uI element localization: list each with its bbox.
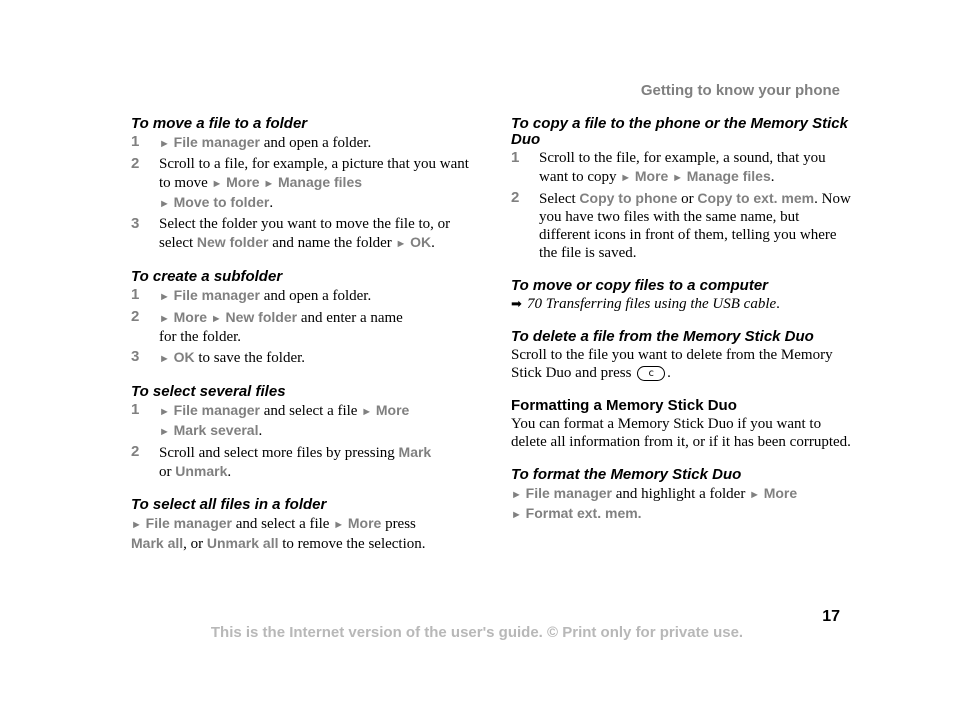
plain-text: and enter a name for the folder. (159, 310, 403, 345)
step (131, 348, 476, 368)
step-number: 2 (511, 189, 520, 206)
menu-item: More (375, 402, 410, 418)
arrow-icon: ► (395, 238, 407, 250)
step-number: 1 (131, 133, 140, 150)
plain-text: . (667, 365, 671, 381)
section-formatting (511, 398, 851, 451)
step-number: 2 (131, 155, 140, 172)
step (511, 189, 851, 262)
plain-text: Scroll to the file you want to delete from the Memory Stick Duo and press (511, 347, 833, 381)
step-number: 2 (131, 308, 140, 325)
section-title: To select several files (131, 383, 286, 400)
menu-item: Mark all (131, 535, 184, 551)
arrow-icon: ► (511, 489, 522, 501)
menu-item: More (347, 515, 382, 531)
plain-text: to save the folder. (198, 350, 306, 366)
arrow-icon: ► (131, 519, 142, 531)
arrow-icon: ► (511, 509, 522, 521)
menu-item: Mark several (173, 422, 259, 438)
section-text (511, 346, 851, 382)
arrow-icon: ► (210, 313, 222, 325)
menu-item: File manager (173, 287, 261, 303)
section-text (131, 514, 476, 553)
section-title: To create a subfolder (131, 268, 283, 285)
section-title: To move or copy files to a computer (511, 277, 768, 294)
section-create-subfolder (131, 269, 476, 368)
plain-text: Scroll to the file, for example, a sound, that you want to copy (539, 150, 826, 185)
step (131, 133, 476, 153)
section-text (511, 295, 851, 313)
section-computer (511, 278, 851, 313)
plain-text: Select the folder you want to move the file to, or select (159, 216, 451, 251)
c-key-icon: c (637, 366, 665, 381)
arrow-icon: ► (159, 291, 170, 303)
step-text (159, 308, 476, 346)
plain-text: and open a folder. (263, 135, 372, 151)
section-title: To move a file to a folder (131, 115, 308, 132)
arrow-icon: ► (159, 198, 170, 210)
arrow-icon: ► (159, 426, 170, 438)
arrow-icon: ► (263, 178, 275, 190)
section-title: To delete a file from the Memory Stick Duo (511, 328, 814, 345)
menu-item: Manage files (277, 174, 363, 190)
menu-item: More (763, 485, 798, 501)
menu-item: Move to folder (173, 194, 270, 210)
menu-item: Format ext. mem. (525, 505, 642, 521)
menu-item: File manager (145, 515, 233, 531)
plain-text: and name the folder (272, 235, 392, 251)
plain-text: . (227, 464, 232, 480)
menu-item: More (226, 174, 260, 190)
menu-item: Copy to phone (579, 190, 678, 206)
plain-text: . (431, 235, 435, 251)
step-text (159, 215, 476, 253)
step-number: 1 (131, 401, 140, 418)
plain-text: . Now you have two files with the same name, but different icons in front of them, telling you where the file is saved. (539, 191, 851, 261)
section-copy-file (511, 116, 851, 262)
section-move-file (131, 116, 476, 253)
section-select-all (131, 497, 476, 553)
reference-link[interactable]: 70 Transferring files using the USB cable (527, 296, 777, 312)
step-number: 1 (511, 149, 520, 166)
arrow-icon: ► (333, 519, 345, 531)
step (131, 308, 476, 346)
section-title: To select all files in a folder (131, 496, 327, 513)
step (131, 215, 476, 253)
plain-text: and select a file (235, 516, 330, 532)
step (131, 401, 476, 441)
step (131, 443, 476, 481)
menu-item: OK (410, 234, 432, 250)
menu-item: OK (173, 349, 195, 365)
arrow-icon: ► (159, 313, 170, 325)
step-text (159, 286, 476, 306)
step-text (159, 443, 476, 481)
left-column (131, 116, 476, 569)
footer-notice: This is the Internet version of the user's guide. © Print only for private use. (210, 624, 744, 641)
menu-item: Copy to ext. mem (697, 190, 815, 206)
reference-arrow-icon: ➡ (511, 296, 522, 311)
page-number: 17 (822, 608, 840, 625)
section-text (511, 484, 851, 524)
step-text (539, 149, 851, 187)
arrow-icon: ► (620, 172, 632, 184)
section-select-several (131, 384, 476, 481)
menu-item: Manage files (686, 168, 771, 184)
plain-text: . (269, 195, 274, 211)
plain-text: . (776, 296, 780, 312)
plain-text: . (770, 169, 775, 185)
plain-text: press (385, 516, 416, 532)
step-number: 3 (131, 215, 140, 232)
plain-text: Scroll to a file, for example, a picture that you want to move (159, 156, 469, 191)
menu-item: File manager (525, 485, 613, 501)
section-text: You can format a Memory Stick Duo if you want to delete all information from it, or if it has been corrupted. (511, 416, 851, 450)
menu-item: Unmark (175, 463, 228, 479)
menu-item: Mark (398, 444, 432, 460)
plain-text: to remove the selection. (282, 536, 426, 552)
plain-text: and highlight a folder (615, 486, 746, 502)
plain-text: or (159, 464, 172, 480)
arrow-icon: ► (361, 406, 373, 418)
menu-item: File manager (173, 402, 261, 418)
section-title: Formatting a Memory Stick Duo (511, 397, 737, 414)
plain-text: , or (183, 536, 204, 552)
right-column (511, 116, 851, 540)
arrow-icon: ► (672, 172, 683, 184)
plain-text: Select (539, 191, 576, 207)
running-header: Getting to know your phone (640, 82, 840, 99)
plain-text: . (258, 423, 263, 439)
step-text (159, 155, 476, 213)
arrow-icon: ► (159, 406, 170, 418)
plain-text: and select a file (263, 403, 358, 419)
arrow-icon: ► (749, 489, 760, 501)
plain-text: and open a folder. (263, 288, 372, 304)
step (131, 286, 476, 306)
step-number: 1 (131, 286, 140, 303)
step-text (159, 133, 476, 153)
arrow-icon: ► (159, 138, 170, 150)
menu-item: More (634, 168, 669, 184)
plain-text: Scroll and select more files by pressing (159, 445, 395, 461)
menu-item: File manager (173, 134, 261, 150)
section-format (511, 467, 851, 524)
step-text (159, 348, 476, 368)
step-text (539, 189, 851, 262)
menu-item: Unmark all (206, 535, 279, 551)
step-number: 2 (131, 443, 140, 460)
plain-text: or (681, 191, 694, 207)
arrow-icon: ► (211, 178, 223, 190)
menu-item: More (173, 309, 208, 325)
step-number: 3 (131, 348, 140, 365)
step (511, 149, 851, 187)
section-title: To copy a file to the phone or the Memory Stick Duo (511, 115, 848, 148)
menu-item: New folder (225, 309, 298, 325)
arrow-icon: ► (159, 353, 170, 365)
section-title: To format the Memory Stick Duo (511, 466, 742, 483)
section-delete (511, 329, 851, 382)
step (131, 155, 476, 213)
step-text (159, 401, 476, 441)
menu-item: New folder (196, 234, 269, 250)
